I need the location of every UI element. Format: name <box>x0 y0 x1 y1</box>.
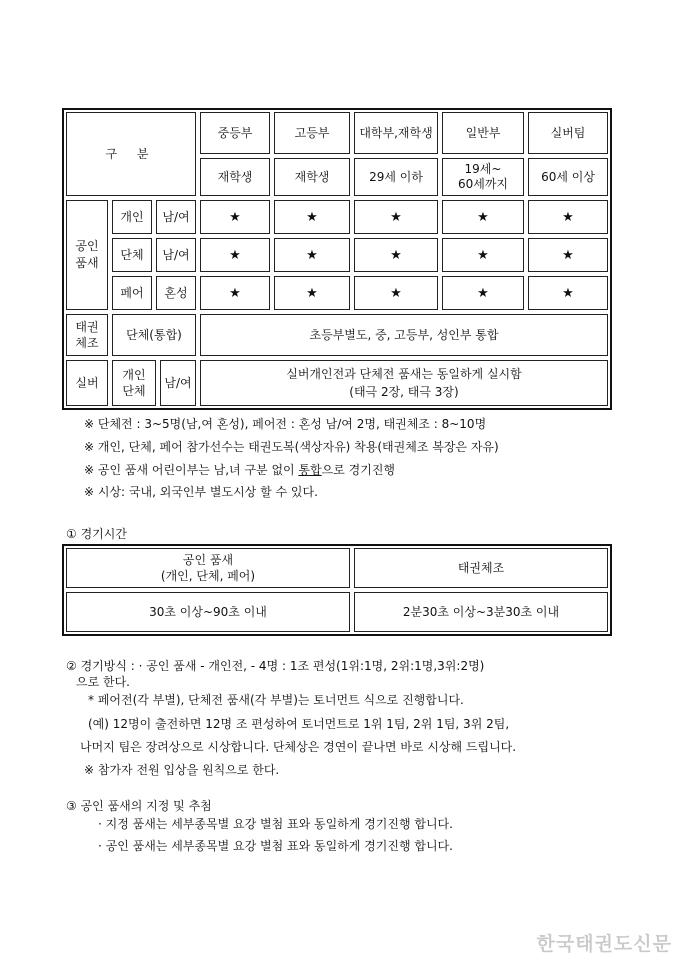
gymnastics-label <box>66 314 108 356</box>
poomsae-gender: 혼성 <box>156 276 196 310</box>
section2-line: ② 경기방식 : · 공인 품새 - 개인전, - 4명 : 1조 편성(1위:1명, 2위:1명,3위:2명) <box>66 659 485 673</box>
division-name: 실버팀 <box>528 112 608 154</box>
gymnastics-label-line: 태권 <box>75 320 99 334</box>
division-sub: 60세 이상 <box>528 158 608 196</box>
watermark: 한국태권도신문 <box>536 933 672 955</box>
gymnastics-desc: 초등부별도, 중, 고등부, 성인부 통합 <box>200 314 608 356</box>
gymnastics-type: 단체(통합) <box>112 314 196 356</box>
star-mark: ★ <box>200 276 270 310</box>
silver-desc-line: (태극 2장, 태극 3장) <box>349 385 459 399</box>
division-sub <box>442 158 524 196</box>
time-value-poomsae: 30초 이상~90초 이내 <box>66 592 350 632</box>
poomsae-gender: 남/여 <box>156 200 196 234</box>
note-line: ※ 단체전 : 3~5명(남,여 혼성), 페어전 : 혼성 남/여 2명, 태권체조 : 8~10명 <box>84 417 487 431</box>
star-mark: ★ <box>528 238 608 272</box>
section2-line: * 페어전(각 부별), 단체전 품새(각 부별)는 토너먼트 식으로 진행합니다. <box>88 693 464 707</box>
division-sub: 재학생 <box>200 158 270 196</box>
section-title: ① 경기시간 <box>66 527 127 541</box>
division-sub-line: 60세까지 <box>457 177 509 191</box>
star-mark: ★ <box>442 200 524 234</box>
note-line: ※ 개인, 단체, 페어 참가선수는 태권도복(색상자유) 착용(태권체조 복장은 자유) <box>84 440 499 454</box>
star-mark: ★ <box>442 238 524 272</box>
poomsae-gender: 남/여 <box>156 238 196 272</box>
division-name: 대학부,재학생 <box>354 112 438 154</box>
star-mark: ★ <box>200 200 270 234</box>
division-name: 일반부 <box>442 112 524 154</box>
time-value-gymnastics: 2분30초 이상~3분30초 이내 <box>354 592 608 632</box>
section-title: ③ 공인 품새의 지정 및 추첨 <box>66 799 212 813</box>
time-header-poomsae <box>66 548 350 588</box>
division-sub: 29세 이하 <box>354 158 438 196</box>
star-mark: ★ <box>354 276 438 310</box>
note-line <box>84 462 395 478</box>
time-header-line: (개인, 단체, 페어) <box>160 569 256 583</box>
gymnastics-label-line: 체조 <box>75 336 99 350</box>
star-mark: ★ <box>274 200 350 234</box>
silver-label: 실버 <box>66 360 108 406</box>
note-text: ※ 공인 품새 어린이부는 남,녀 구분 없이 <box>84 463 299 477</box>
section2-line: ※ 참가자 전원 입상을 원칙으로 한다. <box>84 763 280 777</box>
division-sub: 재학생 <box>274 158 350 196</box>
header-text: 구 분 <box>105 146 157 161</box>
note-line: ※ 시상: 국내, 외국인부 별도시상 할 수 있다. <box>84 485 318 499</box>
silver-desc <box>200 360 608 406</box>
section3-item: · 지정 품새는 세부종목별 요강 별첨 표와 동일하게 경기진행 합니다. <box>98 817 453 831</box>
silver-type <box>112 360 156 406</box>
star-mark: ★ <box>274 238 350 272</box>
star-mark: ★ <box>274 276 350 310</box>
table-header-label <box>66 112 196 196</box>
star-mark: ★ <box>200 238 270 272</box>
division-name: 중등부 <box>200 112 270 154</box>
poomsae-type: 개인 <box>112 200 152 234</box>
poomsae-label-line: 공인 <box>75 239 99 253</box>
poomsae-label <box>66 200 108 310</box>
poomsae-type: 단체 <box>112 238 152 272</box>
division-name: 고등부 <box>274 112 350 154</box>
time-header-gymnastics: 태권체조 <box>354 548 608 588</box>
section2-line: 나머지 팀은 장려상으로 시상합니다. 단체상은 경연이 끝나면 바로 시상해 드립니다. <box>80 740 517 754</box>
star-mark: ★ <box>442 276 524 310</box>
note-underlined-text: 통합 <box>298 463 322 477</box>
poomsae-type: 페어 <box>112 276 152 310</box>
division-sub-line: 19세~ <box>464 162 502 176</box>
poomsae-label-line: 품새 <box>75 256 99 270</box>
star-mark: ★ <box>528 276 608 310</box>
silver-type-line: 개인 <box>122 368 146 382</box>
silver-desc-line: 실버개인전과 단체전 품새는 동일하게 실시함 <box>286 367 522 381</box>
star-mark: ★ <box>528 200 608 234</box>
time-header-line: 공인 품새 <box>182 553 234 567</box>
note-text: 으로 경기진행 <box>321 463 396 477</box>
section2-line: (예) 12명이 출전하면 12명 조 편성하여 토너먼트로 1위 1팀, 2위 1팀, 3위 2팀, <box>88 717 510 731</box>
silver-type-line: 단체 <box>122 384 146 398</box>
section3-item: · 공인 품새는 세부종목별 요강 별첨 표와 동일하게 경기진행 합니다. <box>98 839 453 853</box>
section2-line: 으로 한다. <box>76 675 130 689</box>
silver-gender: 남/여 <box>160 360 196 406</box>
star-mark: ★ <box>354 238 438 272</box>
star-mark: ★ <box>354 200 438 234</box>
